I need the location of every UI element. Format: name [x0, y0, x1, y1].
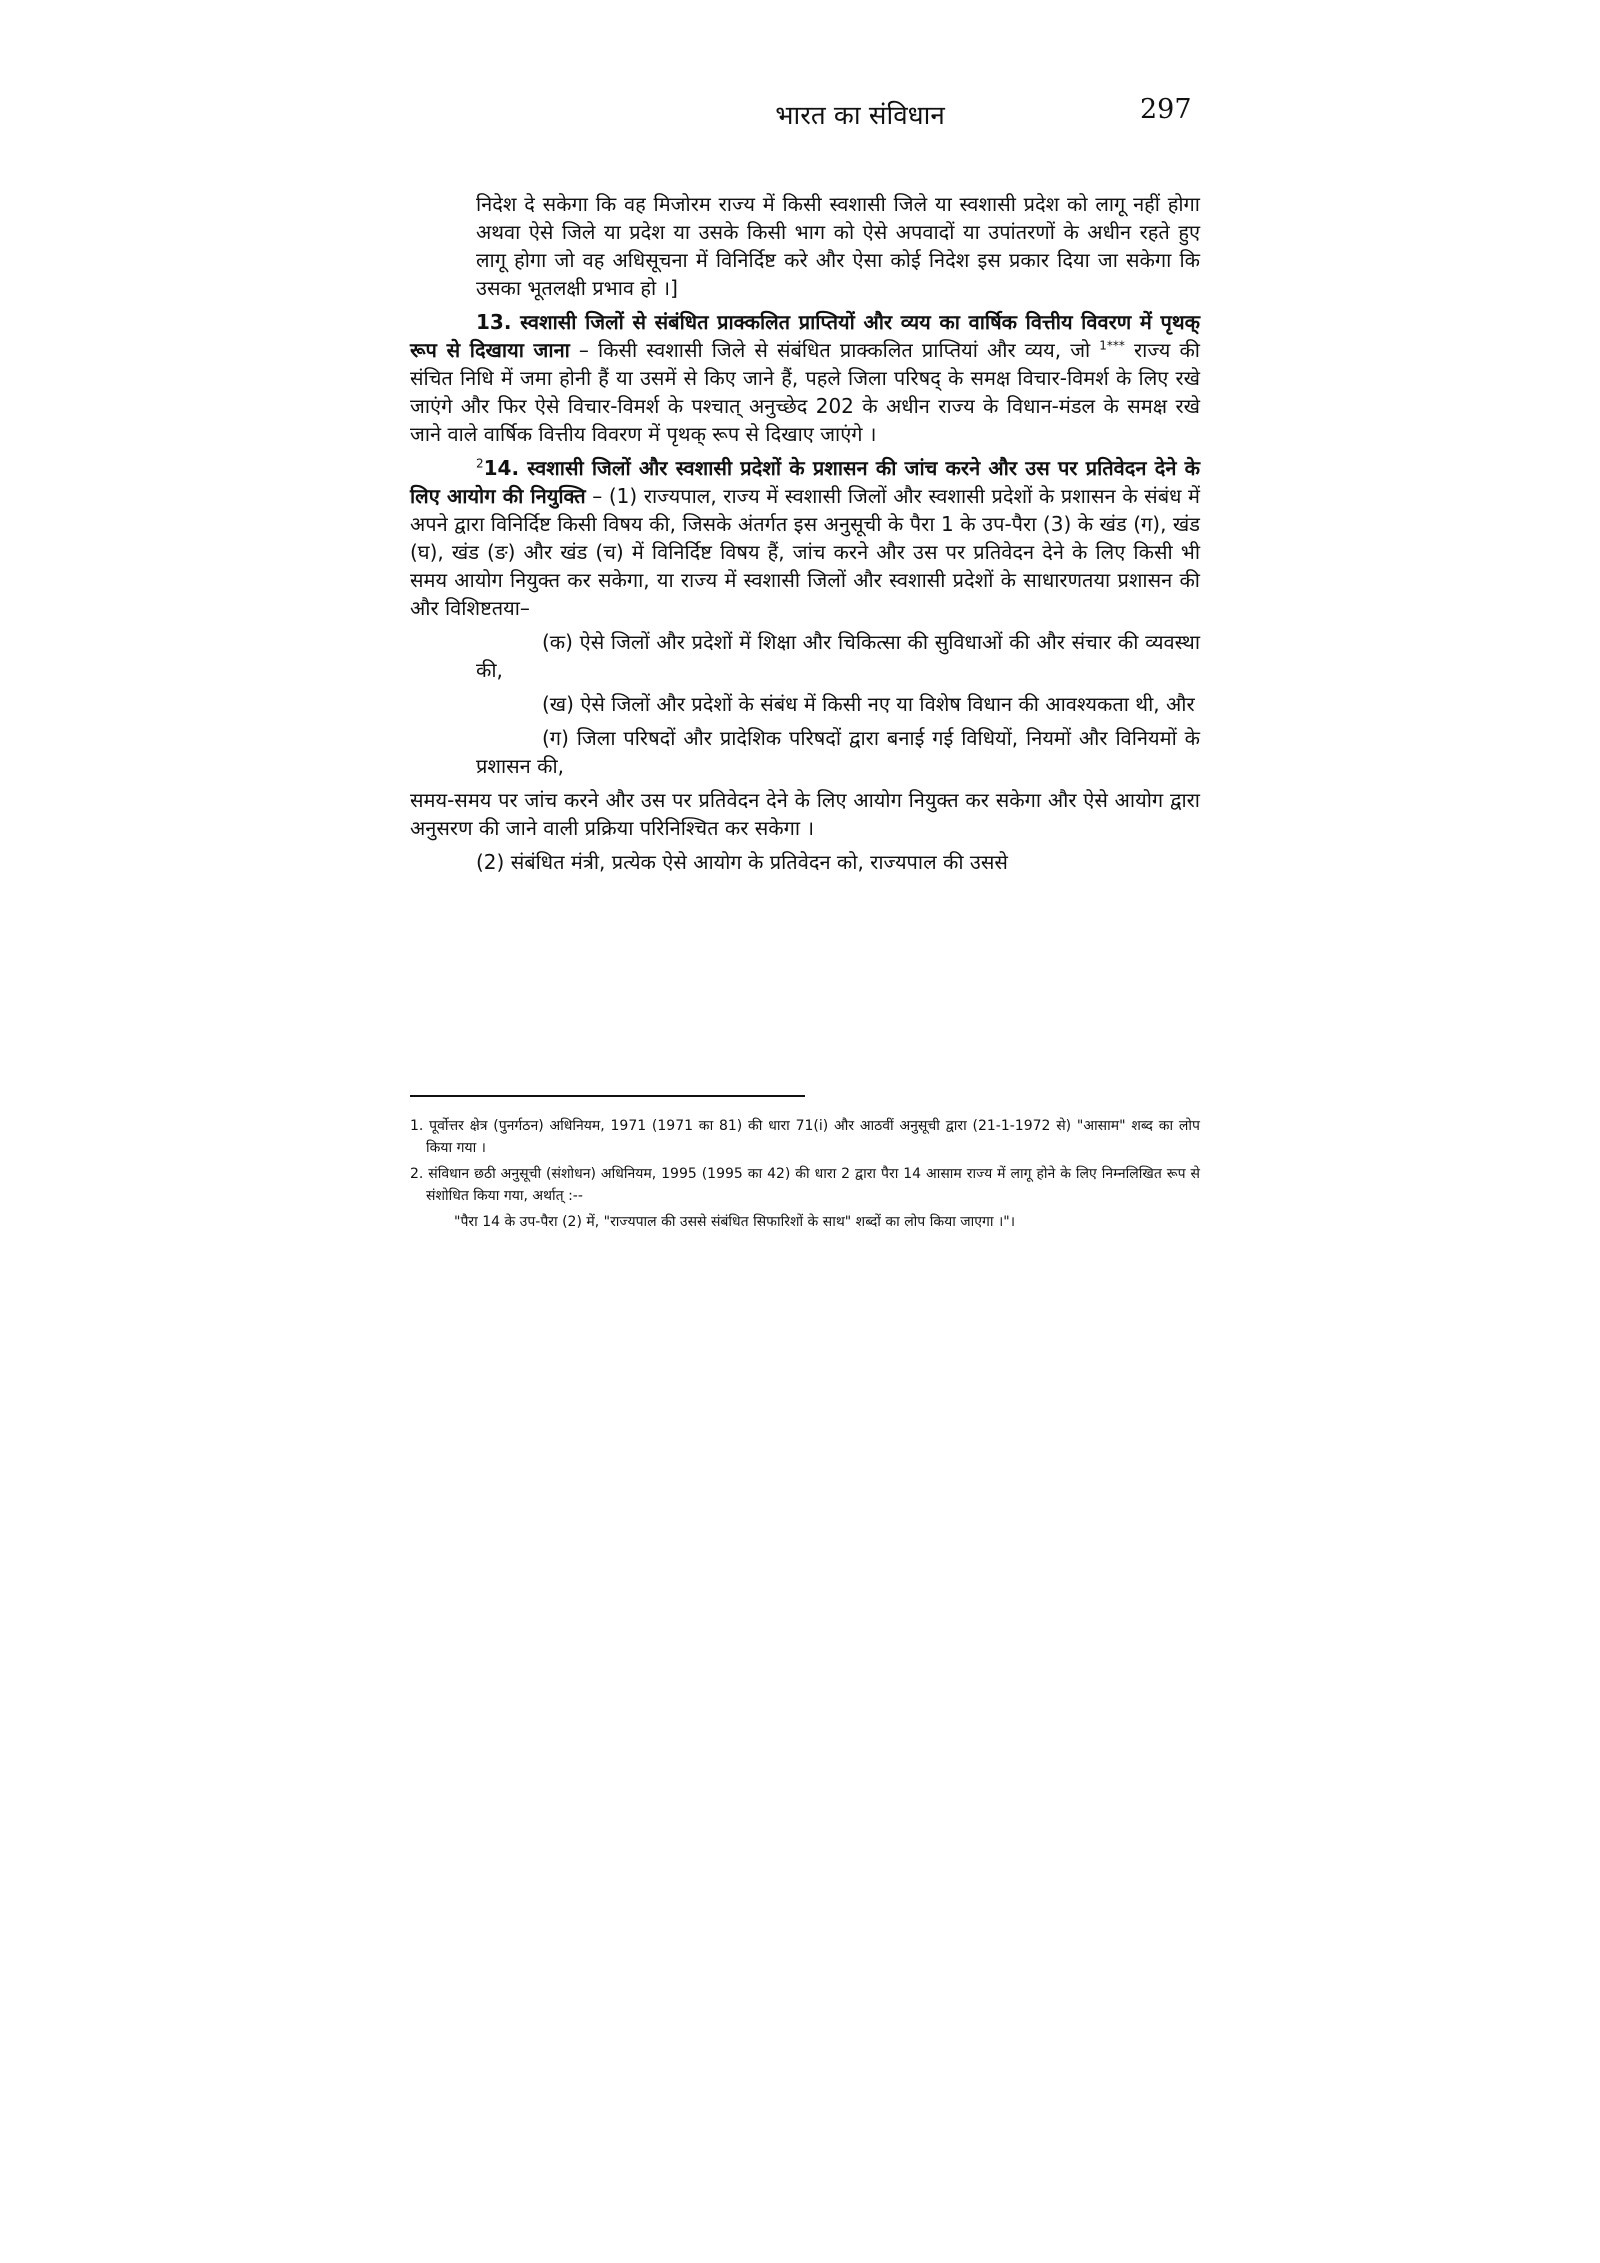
footnote-divider: [410, 1095, 805, 1097]
continued-paragraph: निदेश दे सकेगा कि वह मिजोरम राज्य में किसी स्वशासी जिले या स्वशासी प्रदेश को लागू नहीं होगा अथवा ऐसे जिले या प्रदेश या उसके किसी भाग को ऐसे अपवादों या उपांतरणों के अधीन रहते हुए लागू होगा जो वह अधिसूचना में विनिर्दिष्ट करे और ऐसा कोई निदेश इस प्रकार दिया जा सकेगा कि उसका भूतलक्षी प्रभाव हो ।]: [476, 192, 1200, 300]
section-13-paragraph: [410, 308, 1200, 448]
section-13-heading: 13. स्वशासी जिलों से संबंधित प्राक्कलित प्राप्तियों और व्यय का वार्षिक वित्तीय विवरण में पृथक् रूप से दिखाया जाना: [410, 310, 1200, 362]
section-14-text: – (1) राज्यपाल, राज्य में स्वशासी जिलों और स्वशासी प्रदेशों के प्रशासन के संबंध में अपने द्वारा विनिर्दिष्ट किसी विषय की, जिसके अंतर्गत इस अनुसूची के पैरा 1 के उप-पैरा (3) के खंड (ग), खंड (घ), खंड (ङ) और खंड (च) में विनिर्दिष्ट विषय हैं, जांच करने और उस पर प्रतिवेदन देने के लिए किसी भी समय आयोग नियुक्त कर सकेगा, या राज्य में स्वशासी जिलों और स्वशासी प्रदेशों के साधारणतया प्रशासन की और विशिष्टतया–: [410, 484, 1200, 620]
closing-paragraph: समय-समय पर जांच करने और उस पर प्रतिवेदन देने के लिए आयोग नियुक्त कर सकेगा और ऐसे आयोग द्वारा अनुसरण की जाने वाली प्रक्रिया परिनिश्चित कर सकेगा ।: [410, 788, 1200, 840]
main-text: [410, 190, 1200, 882]
clause-ka: (क) ऐसे जिलों और प्रदेशों में शिक्षा और चिकित्सा की सुविधाओं की और संचार की व्यवस्था की,: [476, 630, 1200, 682]
section-13-text-a: – किसी स्वशासी जिले से संबंधित प्राक्कलित प्राप्तियां और व्यय, जो: [569, 338, 1100, 362]
section-14-paragraph: [410, 454, 1200, 622]
clause-ga: (ग) जिला परिषदों और प्रादेशिक परिषदों द्वारा बनाई गई विधियों, नियमों और विनियमों के प्रशासन की,: [476, 726, 1200, 778]
section-14-heading: 14. स्वशासी जिलों और स्वशासी प्रदेशों के प्रशासन की जांच करने और उस पर प्रतिवेदन देने के लिए आयोग की नियुक्ति: [410, 456, 1200, 508]
page-number: 297: [1140, 94, 1192, 125]
footnote-ref-1: 1***: [1099, 338, 1125, 353]
footnotes: [410, 1115, 1200, 1233]
footnote-1: 1. पूर्वोत्तर क्षेत्र (पुनर्गठन) अधिनियम, 1971 (1971 का 81) की धारा 71(i) और आठवीं अनुसूची द्वारा (21-1-1972 से) "आसाम" शब्द का लोप किया गया ।: [410, 1118, 1200, 1156]
running-header-title: भारत का संविधान: [775, 101, 945, 131]
sub-paragraph-2: (2) संबंधित मंत्री, प्रत्येक ऐसे आयोग के प्रतिवेदन को, राज्यपाल की उससे: [476, 850, 1008, 874]
section-13-text-b: राज्य की संचित निधि में जमा होनी हैं या उसमें से किए जाने हैं, पहले जिला परिषद् के समक्ष विचार-विमर्श के लिए रखे जाएंगे और फिर ऐसे विचार-विमर्श के पश्चात् अनुच्छेद 202 के अधीन राज्य के विधान-मंडल के समक्ष रखे जाने वाले वार्षिक वित्तीय विवरण में पृथक् रूप से दिखाए जाएंगे ।: [410, 338, 1200, 446]
footnote-2-quote: "पैरा 14 के उप-पैरा (2) में, "राज्यपाल की उससे संबंधित सिफारिशों के साथ" शब्दों का लोप किया जाएगा ।"।: [454, 1214, 1016, 1230]
clause-kha: (ख) ऐसे जिलों और प्रदेशों के संबंध में किसी नए या विशेष विधान की आवश्यकता थी, और: [542, 692, 1195, 716]
footnote-ref-2: 2: [476, 456, 484, 471]
footnote-2: 2. संविधान छठी अनुसूची (संशोधन) अधिनियम, 1995 (1995 का 42) की धारा 2 द्वारा पैरा 14 आसाम राज्य में लागू होने के लिए निम्नलिखित रूप से संशोधित किया गया, अर्थात् :--: [410, 1166, 1200, 1204]
